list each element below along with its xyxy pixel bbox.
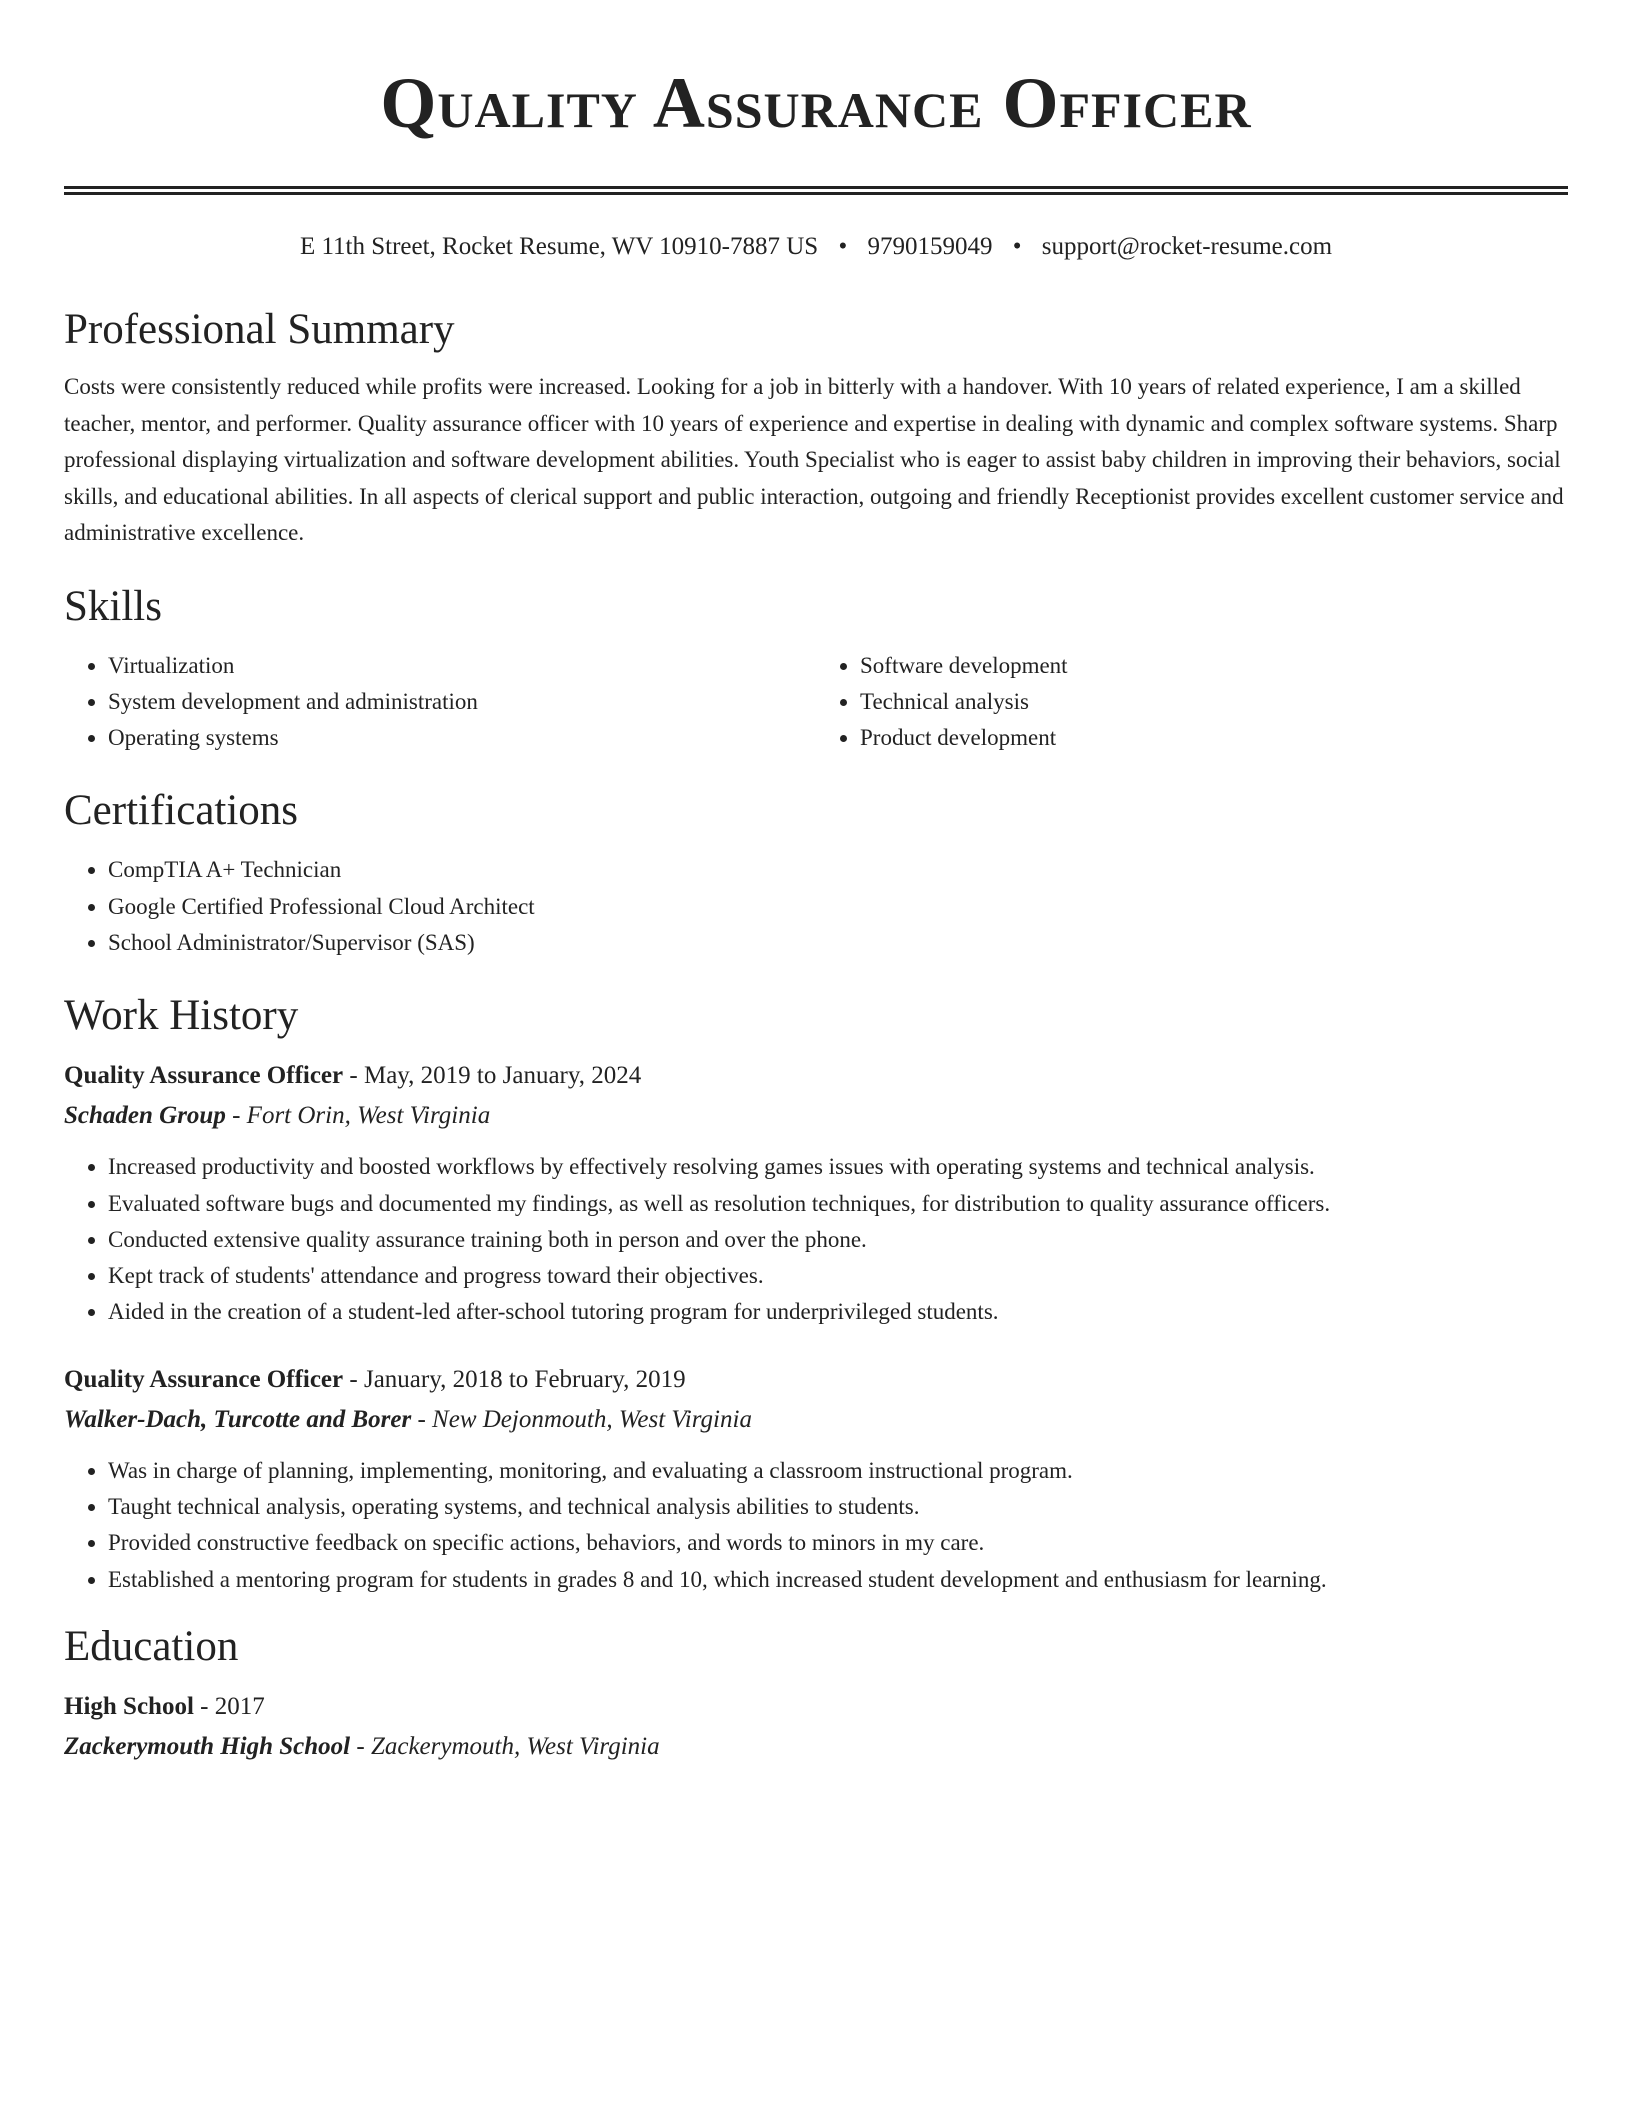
contact-line [64, 231, 1568, 263]
skill-item: • System development and administration [108, 684, 816, 720]
job-entry [64, 1057, 1568, 1330]
skill-item: • Operating systems [108, 720, 816, 756]
company-location: - New Dejonmouth, West Virginia [411, 1405, 752, 1433]
certifications-heading: Certifications [64, 787, 299, 835]
school-location: - Zackerymouth, West Virginia [350, 1732, 660, 1760]
job-title: Quality Assurance Officer [64, 1062, 344, 1090]
job-entry [64, 1361, 1568, 1598]
certification-item: • CompTIA A+ Technician [108, 852, 1568, 888]
title-divider [64, 186, 1568, 195]
skills-columns [64, 648, 1568, 757]
skills-left-list [64, 648, 816, 757]
degree-line [64, 1688, 1568, 1726]
job-bullet: • Aided in the creation of a student-led after-school tutoring program for underprivileged students. [108, 1294, 1568, 1330]
resume-title: Quality Assurance Officer [380, 63, 1252, 143]
job-bullet: • Taught technical analysis, operating systems, and technical analysis abilities to students. [108, 1489, 1568, 1525]
job-bullet: • Provided constructive feedback on specific actions, behaviors, and words to minors in my care. [108, 1525, 1568, 1561]
contact-separator: • [1012, 233, 1022, 260]
skill-item: • Product development [860, 720, 1568, 756]
contact-address: E 11th Street, Rocket Resume, WV 10910-7887 US [299, 233, 819, 260]
contact-separator: • [838, 233, 848, 260]
job-bullet: • Kept track of students' attendance and progress toward their objectives. [108, 1258, 1568, 1294]
summary-text: Costs were consistently reduced while profits were increased. Looking for a job in bitterly with a handover. With 10 years of related experience, I am a skilled teacher, mentor, and performer. Quality assurance officer with 10 years of experience and expertise in dealing with dynamic and complex software systems. Sharp professional displaying virtualization and software development abilities. Youth Specialist who is eager to assist baby children in improving their behaviors, social skills, and educational abilities. In all aspects of clerical support and public interaction, outgoing and friendly Receptionist provides excellent customer service and administrative excellence. [64, 374, 1564, 545]
skills-heading: Skills [64, 582, 162, 630]
certifications-list [64, 852, 1568, 961]
job-bullet: • Evaluated software bugs and documented my findings, as well as resolution techniques, for distribution to quality assurance officers. [108, 1186, 1568, 1222]
job-title: Quality Assurance Officer [64, 1365, 344, 1393]
company-line [64, 1097, 1568, 1135]
education-heading: Education [64, 1622, 239, 1670]
job-bullet: • Was in charge of planning, implementing, monitoring, and evaluating a classroom instructional program. [108, 1453, 1568, 1489]
certification-item: • Google Certified Professional Cloud Architect [108, 889, 1568, 925]
job-bullet: • Increased productivity and boosted workflows by effectively resolving games issues with operating systems and technical analysis. [108, 1149, 1568, 1185]
company-name: Schaden Group [64, 1102, 226, 1130]
skill-item: • Software development [860, 648, 1568, 684]
school-line [64, 1728, 1568, 1766]
work-history-heading: Work History [64, 992, 299, 1040]
contact-email: support@rocket-resume.com [1041, 233, 1333, 260]
skill-item: • Virtualization [108, 648, 816, 684]
job-dates: - January, 2018 to February, 2019 [343, 1365, 686, 1393]
education-entry [64, 1688, 1568, 1766]
job-bullet: • Established a mentoring program for students in grades 8 and 10, which increased student development and enthusiasm for learning. [108, 1562, 1568, 1598]
job-title-line [64, 1057, 1568, 1095]
company-line [64, 1401, 1568, 1439]
certification-item: • School Administrator/Supervisor (SAS) [108, 925, 1568, 961]
job-title-line [64, 1361, 1568, 1399]
summary-heading: Professional Summary [64, 306, 455, 353]
company-name: Walker-Dach, Turcotte and Borer [64, 1405, 412, 1433]
job-bullet-list [64, 1453, 1568, 1598]
job-bullet: • Conducted extensive quality assurance training both in person and over the phone. [108, 1222, 1568, 1258]
skill-item: • Technical analysis [860, 684, 1568, 720]
graduation-year: - 2017 [193, 1692, 265, 1720]
contact-phone: 9790159049 [867, 233, 993, 260]
skills-right-list [816, 648, 1568, 757]
job-dates: - May, 2019 to January, 2024 [343, 1062, 642, 1090]
school-name: Zackerymouth High School [64, 1732, 351, 1760]
job-bullet-list [64, 1149, 1568, 1330]
company-location: - Fort Orin, West Virginia [225, 1102, 491, 1130]
degree-name: High School [64, 1692, 194, 1720]
